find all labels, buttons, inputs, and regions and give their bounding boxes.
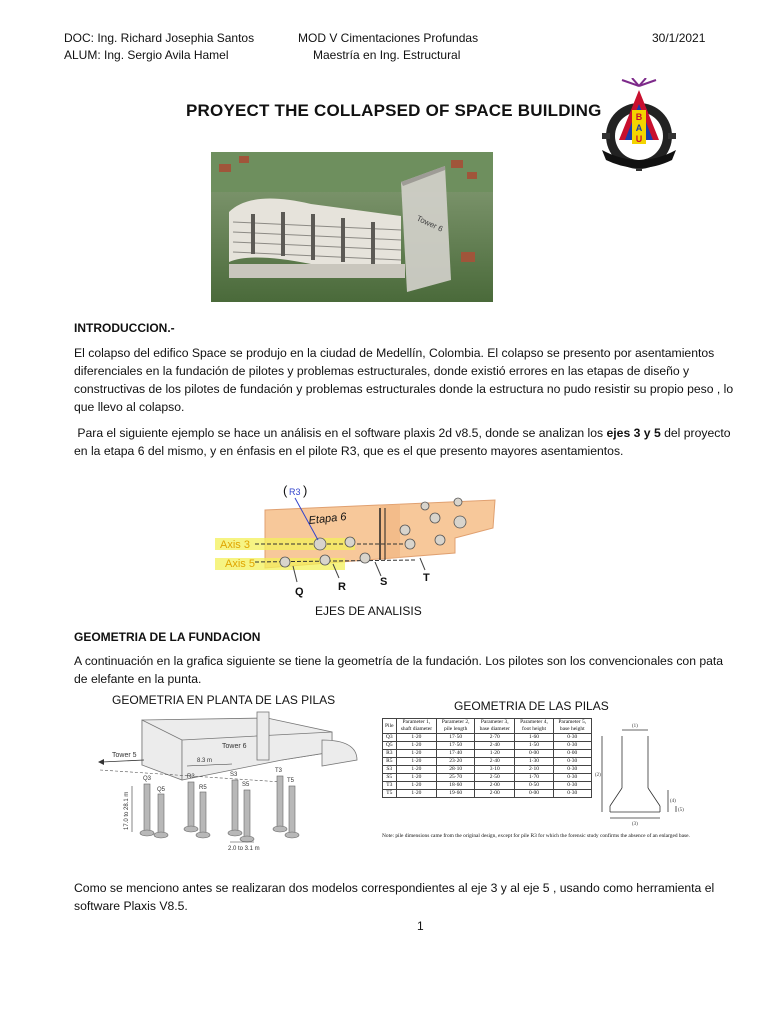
table-cell: 2·00 — [475, 790, 515, 798]
intro-line: diferenciales en la fundación de pilotes y problemas estructurales, donde existió errores en las etapas de diseño y — [74, 364, 690, 378]
building-photo — [211, 152, 493, 302]
table-note: Note: pile dimensions came from the original design, except for pile R3 for which the forensic study confirms the absence of an enlarged base. — [382, 833, 690, 839]
plan-figure — [82, 710, 372, 852]
table-cell: Q3 — [383, 734, 397, 742]
table-cell: 1·20 — [396, 734, 437, 742]
table-cell: 1·20 — [396, 758, 437, 766]
closing-line: software Plaxis V8.5. — [74, 899, 188, 913]
intro-line: que llevo al colapso. — [74, 400, 185, 414]
table-header-row — [383, 719, 592, 734]
header-alum: ALUM: Ing. Sergio Avila Hamel — [64, 48, 229, 62]
table-cell: 0·30 — [553, 790, 591, 798]
table-cell: 1·20 — [396, 790, 437, 798]
table-cell: S5 — [383, 774, 397, 782]
intro-text: del proyecto — [660, 426, 731, 440]
section-label: (1) — [632, 724, 638, 729]
intro-line: El colapso del edifico Space se produjo en la ciudad de Medellín, Colombia. El colapso se presento por asentamientos — [74, 346, 715, 360]
table-cell: 1·50 — [515, 742, 553, 750]
axis-letter: R — [338, 581, 346, 593]
table-cell: 2·50 — [475, 774, 515, 782]
plan-label: 17.0 to 28.1 m — [124, 791, 130, 830]
table-header: Parameter 2, pile length — [437, 719, 475, 734]
plan-label: Tower 5 — [112, 752, 137, 759]
svg-text:): ) — [303, 483, 308, 498]
page-number: 1 — [417, 919, 424, 933]
table-cell: R5 — [383, 758, 397, 766]
logo-letter: A — [635, 123, 643, 133]
logo-letter: B — [635, 112, 643, 122]
table-cell: 28·10 — [437, 766, 475, 774]
table-cell: 23·20 — [437, 758, 475, 766]
pile-caption: GEOMETRIA DE LAS PILAS — [454, 699, 609, 713]
table-cell: 0·30 — [553, 742, 591, 750]
table-cell: 1·60 — [515, 734, 553, 742]
pile-table — [382, 718, 592, 798]
header-course: MOD V Cimentaciones Profundas — [298, 31, 479, 45]
table-cell: Q5 — [383, 742, 397, 750]
closing-line: Como se menciono antes se realizaran dos modelos correspondientes al eje 3 y al eje 5 , usando como herramienta el — [74, 881, 715, 895]
section-label: (4) — [670, 799, 676, 804]
table-cell: 17·50 — [437, 734, 475, 742]
table-cell: 3·10 — [475, 766, 515, 774]
table-cell: 0·00 — [515, 750, 553, 758]
axis-letter: Q — [295, 586, 304, 598]
table-cell: 2·40 — [475, 742, 515, 750]
plan-label: 8.3 m — [197, 758, 213, 764]
axis-letter: S — [380, 576, 388, 588]
header-program: Maestría en Ing. Estructural — [313, 48, 461, 62]
plan-label: Tower 6 — [222, 743, 247, 750]
intro-line: constructivas de los pilotes de fundación y problemas estructurales donde la estructura no pudo resistir su propio peso , lo — [74, 382, 734, 396]
table-cell: 17·50 — [437, 742, 475, 750]
photo-tower-label: Tower 6 — [415, 213, 445, 234]
table-cell: 1·30 — [515, 758, 553, 766]
intro-paragraph-2 — [74, 424, 731, 460]
table-row — [383, 774, 592, 782]
table-cell: 0·30 — [553, 766, 591, 774]
plan-label: T3 — [275, 768, 283, 774]
table-cell: 2·70 — [475, 734, 515, 742]
plan-label: Q3 — [143, 776, 152, 782]
university-logo — [592, 78, 686, 172]
header-doc: DOC: Ing. Richard Josephia Santos — [64, 31, 255, 45]
axes-figure — [215, 478, 520, 598]
intro-line: en la etapa 6 del mismo, y en énfasis en el pilote R3, que es el que presento mayores asentamientos. — [74, 444, 624, 458]
table-row — [383, 758, 592, 766]
table-cell: 1·70 — [515, 774, 553, 782]
intro-heading: INTRODUCCION.- — [74, 321, 175, 335]
axes-caption: EJES DE ANALISIS — [315, 604, 422, 618]
table-row — [383, 766, 592, 774]
axis-letter: T — [423, 572, 430, 584]
table-cell: S3 — [383, 766, 397, 774]
table-cell: 2·40 — [475, 758, 515, 766]
axes-pile-label: R3 — [289, 487, 301, 497]
intro-emphasis: ejes 3 y 5 — [606, 426, 661, 440]
plan-caption: GEOMETRIA EN PLANTA DE LAS PILAS — [112, 693, 336, 707]
table-cell: 25·70 — [437, 774, 475, 782]
intro-text: Para el siguiente ejemplo se hace un análisis en el software plaxis 2d v8.5, donde se analizan los — [74, 426, 607, 440]
table-cell: 0·30 — [553, 734, 591, 742]
table-cell: 0·50 — [515, 782, 553, 790]
table-row — [383, 742, 592, 750]
table-cell: 1·20 — [396, 766, 437, 774]
table-header: Parameter 3, base diameter — [475, 719, 515, 734]
svg-text:(: ( — [283, 483, 288, 498]
plan-label: T5 — [287, 778, 295, 784]
table-cell: 18·60 — [437, 782, 475, 790]
plan-label: S3 — [230, 772, 238, 778]
section-label: (3) — [632, 822, 638, 827]
geometry-line: de elefante en la punta. — [74, 672, 202, 686]
pile-table-block — [382, 718, 592, 798]
pile-section-figure — [592, 718, 686, 830]
table-header: Parameter 5, base height — [553, 719, 591, 734]
table-header: Parameter 1, shaft diameter — [396, 719, 437, 734]
table-cell: 0·30 — [553, 774, 591, 782]
table-cell: 0·00 — [515, 790, 553, 798]
table-header: Pile — [383, 719, 397, 734]
table-cell: 1·20 — [475, 750, 515, 758]
table-cell: T5 — [383, 790, 397, 798]
table-cell: 1·20 — [396, 750, 437, 758]
geometry-line: A continuación en la grafica siguiente se tiene la geometría de la fundación. Los pilotes son los convencionales con pata — [74, 654, 724, 668]
section-label: (5) — [678, 808, 684, 813]
intro-paragraph — [74, 344, 733, 416]
table-cell: 0·00 — [553, 750, 591, 758]
table-row — [383, 782, 592, 790]
logo-letter: U — [635, 134, 643, 144]
axis3-label: Axis 3 — [220, 539, 250, 551]
table-cell: 1·20 — [396, 742, 437, 750]
plan-label: S5 — [242, 782, 250, 788]
table-cell: 1·20 — [396, 782, 437, 790]
plan-label: 2.0 to 3.1 m — [228, 846, 260, 852]
closing-paragraph — [74, 879, 714, 915]
table-row — [383, 790, 592, 798]
table-cell: 2·00 — [475, 782, 515, 790]
section-label: (2) — [595, 773, 601, 778]
table-cell: 0·30 — [553, 758, 591, 766]
page-title: PROYECT THE COLLAPSED OF SPACE BUILDING — [186, 101, 602, 120]
table-header: Parameter 4, foot height — [515, 719, 553, 734]
table-cell: 2·10 — [515, 766, 553, 774]
geometry-paragraph — [74, 652, 723, 688]
table-cell: 0·30 — [553, 782, 591, 790]
table-row — [383, 750, 592, 758]
table-row — [383, 734, 592, 742]
plan-label: Q5 — [157, 787, 166, 793]
table-cell: T3 — [383, 782, 397, 790]
geometry-heading: GEOMETRIA DE LA FUNDACION — [74, 630, 261, 644]
plan-label: R5 — [199, 785, 207, 791]
plan-label: R3 — [187, 774, 195, 780]
table-cell: R3 — [383, 750, 397, 758]
axis5-label: Axis 5 — [225, 558, 255, 570]
table-cell: 19·60 — [437, 790, 475, 798]
table-cell: 1·20 — [396, 774, 437, 782]
header-date: 30/1/2021 — [652, 31, 706, 45]
table-cell: 17·40 — [437, 750, 475, 758]
axes-stage-label: Etapa 6 — [308, 511, 348, 527]
